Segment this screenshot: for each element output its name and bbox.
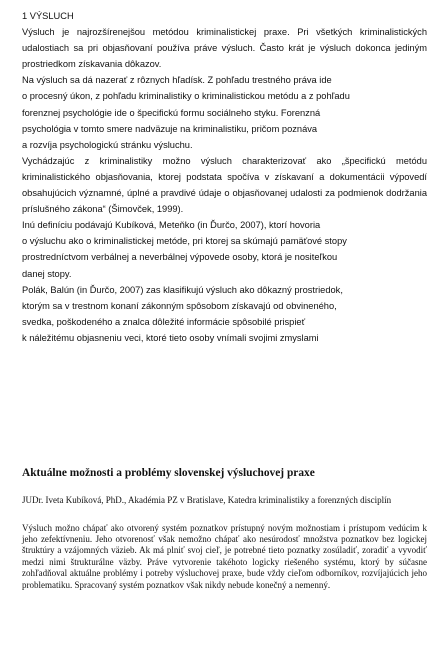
article-body: Výsluch možno chápať ako otvorený systém poznatkov prístupný novým možnostiam i prístupom vedúcim k jeho zefektívneniu. Jeho otvorenosť však nemožno chápať ako nesúrodosť množstva poznatkov bez logickej štruktúry a vzájomných väzieb. Ak má plniť svoj cieľ, je potrebné tieto poznatky zosúladiť, zoradiť a vyvodiť medzi nimi štrukturálne väzby. Práve vytvorenie takéhoto logicky riešeného systému, ktorý by súčasne zohľadňoval aktuálne problémy i potreby výsluchovej praxe, bude vždy cieľom odborníkov, rozvíjajúcich jeho problematiku. Spracovaný systém poznatkov však nikdy nebude konečný a nemenný. bbox=[22, 522, 427, 590]
paragraph-line: k náležitému objasneniu veci, ktoré tieto osoby vnímali svojimi zmyslami bbox=[22, 332, 319, 343]
paragraph-line: o výsluchu ako o kriminalistickej metóde, pri ktorej sa skúmajú pamäťové stopy bbox=[22, 236, 347, 247]
paragraph-line: Inú definíciu podávajú Kubíková, Meteňko (in Ďurčo, 2007), ktorí hovoria bbox=[22, 220, 321, 231]
section-heading: 1 VÝSLUCH bbox=[22, 11, 74, 21]
paragraph-line: o procesný úkon, z pohľadu kriminalistiky o kriminalistickou metódu a z pohľadu bbox=[22, 91, 350, 102]
paragraph-intro: Výsluch je najrozšírenejšou metódou kriminalistickej praxe. Pri všetkých kriminalistických udalostiach sa pri objasňovaní používa práve výsluch. Často krát je výsluch dokonca jediným prostriedkom získavania dôkazov. bbox=[22, 27, 427, 70]
paragraph-line: svedka, poškodeného a znalca dôležité informácie spôsobilé prispieť bbox=[22, 316, 306, 327]
paragraph-line: danej stopy. bbox=[22, 268, 72, 279]
paragraph-line: Na výsluch sa dá nazerať z rôznych hľadísk. Z pohľadu trestného práva ide bbox=[22, 75, 332, 86]
paragraph-definition: Vychádzajúc z kriminalistiky možno výsluch charakterizovať ako „špecifickú metódu kriminalistického objasňovania, ktorej podstata spočíva v získavaní a dokumentácii výpovedí obsahujúcich významné, úplné a pravdivé údaje o objasňovanej udalosti za podmienok dodržania príslušného zákona“ (Šimovček, 1999). bbox=[22, 155, 427, 215]
article-title: Aktuálne možnosti a problémy slovenskej výsluchovej praxe bbox=[22, 467, 315, 479]
paragraph-line: psychológia v tomto smere nadväzuje na kriminalistiku, pričom poznáva bbox=[22, 123, 318, 134]
section-article bbox=[22, 466, 427, 591]
paragraph-line: prostredníctvom verbálnej a neverbálnej výpovede osoby, ktorá je nositeľkou bbox=[22, 252, 338, 263]
article-authors: JUDr. Iveta Kubíková, PhD., Akadémia PZ v Bratislave, Katedra kriminalistiky a forenzných disciplín bbox=[22, 495, 392, 505]
paragraph-line: ktorým sa v trestnom konaní zákonným spôsobom získavajú od obvineného, bbox=[22, 300, 337, 311]
paragraph-line: Polák, Balún (in Ďurčo, 2007) zas klasifikujú výsluch ako dôkazný prostriedok, bbox=[22, 284, 343, 295]
paragraph-line: a rozvíja psychologickú stránku výsluchu. bbox=[22, 139, 193, 150]
section-vysluch bbox=[22, 8, 427, 346]
paragraph-line: forenznej psychológie ide o špecifickú formu sociálneho styku. Forenzná bbox=[22, 107, 321, 118]
